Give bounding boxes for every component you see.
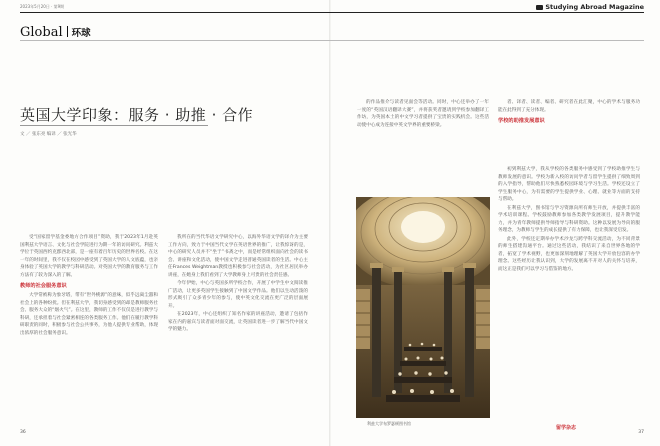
page-number-right: 37 <box>638 430 644 435</box>
article-byline: 文 ／ 张东亮 编译 ／ 张光华 <box>20 132 77 137</box>
column-4 <box>498 99 640 127</box>
section-name-zh: 环球 <box>71 28 91 39</box>
header-rule <box>20 12 644 13</box>
paragraph: 大学常被称为象牙塔，带有“世外桃源”的意味，似乎远离尘嚣和社会上的各种纷扰。但在利兹大学，我切身感受到的却是教师服务社会、服务大众的“烟火气”。在这里，教师的工作不仅仅是进行教学与科研，还承担着与社会紧密相连的各类服务工作。他们在履行教学科研职责的同时，积极参与社会公共事务，为他人提供专业帮助，体现出浓厚的社会服务意识。 <box>20 293 158 336</box>
footer-logo: 留学杂志 <box>556 425 577 431</box>
page-gutter <box>329 0 331 446</box>
section-divider <box>67 26 68 37</box>
library-photo-image <box>356 197 490 418</box>
column-2 <box>168 234 308 335</box>
magazine-name-text: Studying Abroad Magazine <box>545 3 644 11</box>
section-name-en: Global <box>20 25 63 40</box>
issue-line: 2023年5月20日 · 第9期 <box>20 4 65 9</box>
column-3 <box>357 99 489 130</box>
column-5 <box>498 166 640 274</box>
subheading: 教师的社会服务意识 <box>20 283 67 289</box>
column-1 <box>20 234 158 338</box>
paragraph: 初到利兹大学，我从学校的各类服务中感受到了学校助推学生与教师发展的意识。学校为新入校的访问学者与留学生提供了细致周到的入学指导，帮助他们尽快熟悉校园环境与学习生活。学校还设立了学生服务中心，为有需要的学生提供学业、心理、就业等方面的支持与帮助。 <box>498 167 640 202</box>
paragraph: 今年伊始，中心与英国多所学校合作，开展了中学生中文阅读推广活动，让更多英国学生接触到了中国文学作品。他们以生动活泼的形式吸引了众多青少年的参与，使中英文化交流在更广泛的层面展开。 <box>168 281 308 309</box>
subheading: 学校的助推发展意识 <box>498 118 545 124</box>
article-title: 英国大学印象：服务 · 助推 · 合作 <box>20 106 254 124</box>
paragraph: 者、译者、读者、编者、研究者在此汇聚，中心的学术与服务功能在此得到了充分体现。 <box>498 100 640 113</box>
photo-caption: 利兹大学布罗瑟顿图书馆 <box>367 421 411 426</box>
library-photo <box>356 197 490 418</box>
magazine-name <box>536 3 644 11</box>
title-rule <box>20 125 208 126</box>
page-number-left: 36 <box>20 430 26 435</box>
paragraph: 在利兹大学，图书馆与学习资源向所有师生开放，并提供丰富的学术培训课程。学校鼓励教师参加各类教学发展项目，提升教学能力，并为青年教师提供导师指导与科研资助。这种以发展为导向的服务理念，为教师与学生的成长提供了有力保障，也让我深受启发。 <box>498 205 640 233</box>
paragraph: 受“国家留学基金委地方合作项目”资助，我于2023年1月赴英国利兹大学语言、文化与社会学院进行为期一年的访问研究。利兹大学位于英国西约克郡西北部，是一座有着百年历史的世界名校。在这一年的时间里，我不仅在校园中感受到了英国大学的人文底蕴，也亲身体验了英国大学的教学与科研活动。对英国大学的教育服务与工作方法有了较为深入的了解。 <box>20 235 158 278</box>
paragraph: 的作品推介与读者见面会等活动。同时，中心还举办了一年一度的“英国汉语翻译大赛”，并将获奖者邀请到学校参加翻译工作坊，为英国本土的中文学习者提供了宝贵的实践机会。这些活动使中心成为连接中英文学界的重要桥梁。 <box>357 100 489 128</box>
paragraph: 在2023年，中心还组织了知名作家的讲座活动，邀请了包括作家在内的嘉宾与读者面对面交流，让英国读者进一步了解当代中国文学的魅力。 <box>168 312 308 332</box>
magazine-logo-icon <box>536 5 543 10</box>
section-rule <box>20 40 644 41</box>
section-header <box>20 21 91 40</box>
paragraph: 此外，学校还定期举办学术沙龙与跨学科交流活动，为不同背景的师生搭建沟通平台。通过这些活动，我结识了来自世界各地的学者，拓宽了学术视野，也更加深刻地理解了英国大学开放包容的办学理念。这些经历让我认识到，大学的发展离不开对人的关怀与培养，而这正是我们可以学习与借鉴的地方。 <box>498 236 640 272</box>
paragraph: 我所在的当代华语文学研究中心，以海外华语文学的译介为主要工作方向，致力于中国当代文学在英语世界的推广，让我惊讶的是，中心的研究人员并不“坐于”书斋之中，而是经常组织面向社会的读书会、讲座和文化活动，使中国文学走进普通英国读者的生活。中心主任Frances Weightman教授也积极参与社会活动，为社区居民举办讲座，在她身上我们看到了大学教师身上可贵的社会责任感。 <box>168 235 308 278</box>
